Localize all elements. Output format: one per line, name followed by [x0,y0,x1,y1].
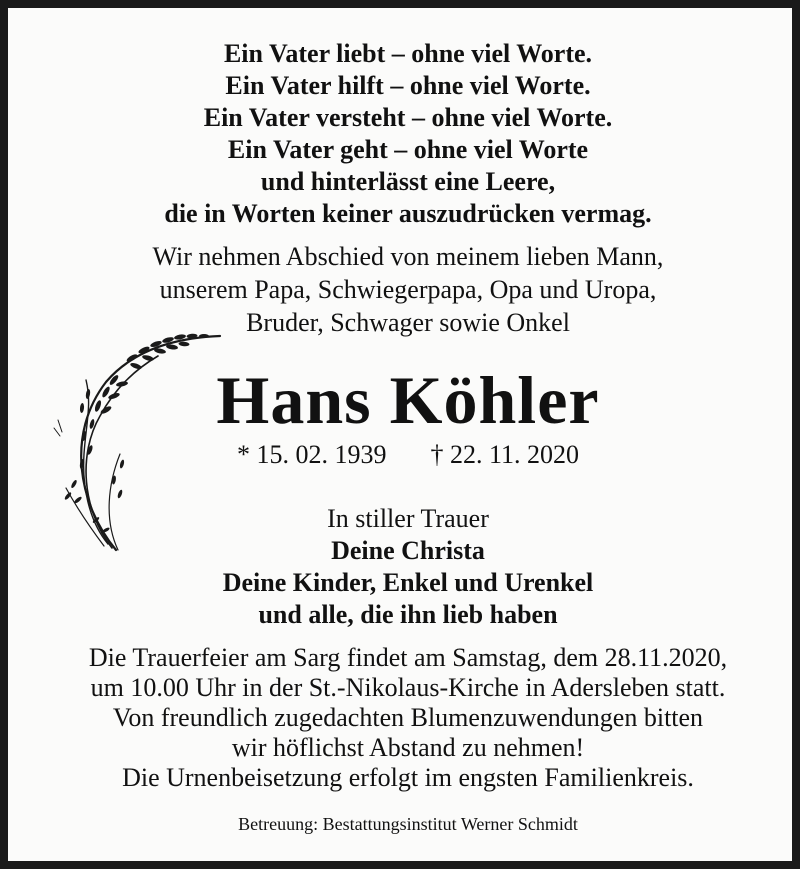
intro-line: unserem Papa, Schwiegerpapa, Opa und Uropa, [159,275,657,304]
intro-line: Bruder, Schwager sowie Onkel [246,308,570,337]
intro-line: Wir nehmen Abschied von meinem lieben Mann, [152,242,664,271]
ceremony-line: Die Trauerfeier am Sarg findet am Samstag, dem 28.11.2020, [88,643,728,672]
poem-line: Ein Vater hilft – ohne viel Worte. [225,71,591,100]
birth-date: * 15. 02. 1939 [236,440,387,469]
ceremony-info [8,643,800,793]
poem-line: die in Worten keiner auszudrücken vermag. [164,199,652,228]
mourner-line: und alle, die ihn lieb haben [258,600,558,629]
poem [8,38,800,230]
ceremony-line: Von freundlich zugedachten Blumenzuwendungen bitten [112,703,704,732]
deceased-name: Hans Köhler [216,362,600,438]
poem-line: Ein Vater versteht – ohne viel Worte. [203,103,613,132]
ceremony-line: wir höflichst Abstand zu nehmen! [231,733,585,762]
life-dates [8,438,800,472]
ceremony-line: Die Urnenbeisetzung erfolgt im engsten Familienkreis. [122,763,694,792]
mourner-line: Deine Christa [331,536,485,565]
death-date: † 22. 11. 2020 [430,440,580,469]
mourner-line: Deine Kinder, Enkel und Urenkel [222,568,594,597]
mourners [8,503,800,631]
funeral-home-credit: Betreuung: Bestattungsinstitut Werner Schmidt [238,814,578,834]
poem-line: Ein Vater liebt – ohne viel Worte. [223,39,593,68]
ceremony-line: um 10.00 Uhr in der St.-Nikolaus-Kirche in Adersleben statt. [90,673,726,702]
mourning-intro: In stiller Trauer [327,504,489,533]
poem-line: Ein Vater geht – ohne viel Worte [227,135,589,164]
poem-line: und hinterlässt eine Leere, [260,167,556,196]
farewell-intro [8,240,800,339]
